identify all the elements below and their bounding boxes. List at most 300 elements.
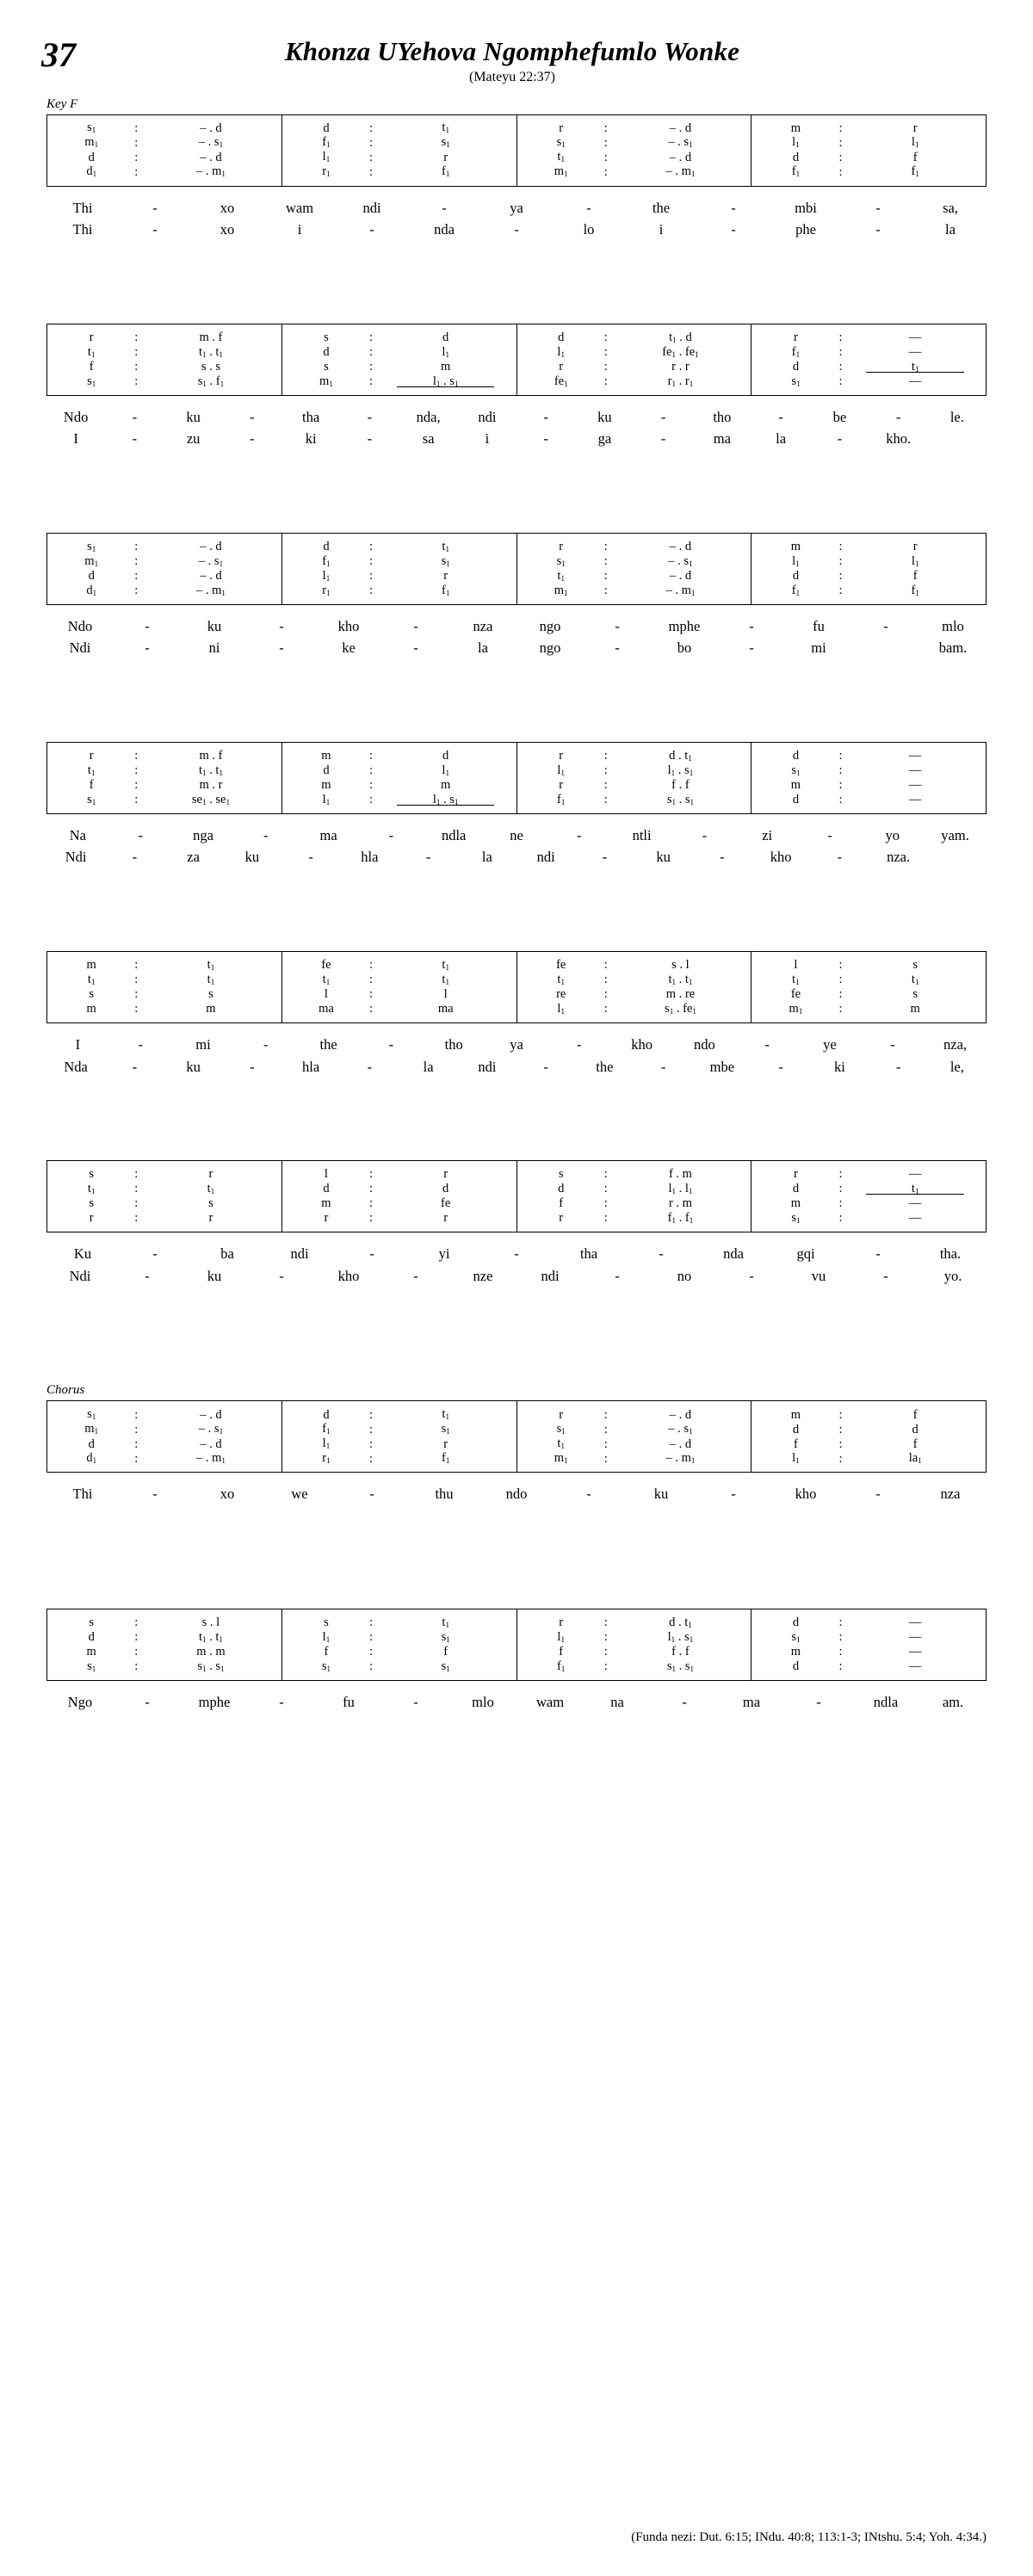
beat-separator: : <box>134 554 139 569</box>
staff <box>46 533 987 605</box>
voice-row <box>47 345 281 360</box>
lyric-syllable: ngo <box>539 617 561 634</box>
lyric-syllable: - <box>442 199 447 216</box>
note-cell: $s_1$ <box>87 120 96 135</box>
note-continuation-cell: d <box>912 1422 919 1436</box>
lyric-line <box>46 406 987 429</box>
beat-separator: : <box>134 1407 139 1422</box>
note-continuation-cell: m . m <box>196 1645 226 1659</box>
beat-separator: : <box>368 135 374 150</box>
note-cell: d <box>323 1407 330 1422</box>
note-continuation-cell: s <box>912 987 918 1002</box>
voice-row <box>517 1422 752 1436</box>
beat-separator: : <box>603 973 608 987</box>
lyric-syllable: kho <box>337 617 360 634</box>
beat-separator: : <box>134 973 139 987</box>
note-cell: $s_1$ <box>87 1659 96 1673</box>
lyric-syllable: Ku <box>73 1245 92 1263</box>
voice-row <box>282 1451 516 1466</box>
lyric-syllable: the <box>596 1058 614 1075</box>
beat-separator: : <box>838 763 843 778</box>
note-continuation-cell: $s_1$ <box>441 1629 450 1644</box>
beat-separator: : <box>134 374 139 388</box>
note-cell: $fe_1$ <box>554 374 568 388</box>
beat-separator: : <box>838 344 843 359</box>
voice-row <box>47 1615 281 1630</box>
lyric-syllable: ku <box>597 408 612 425</box>
section-label-chorus: Chorus <box>46 1383 85 1398</box>
page-header <box>0 0 1033 85</box>
note-continuation-cell: d . $t_1$ <box>669 1615 692 1629</box>
lyric-syllable: - <box>875 199 881 216</box>
note-continuation-cell: r <box>443 1167 448 1182</box>
lyric-syllable: ke <box>342 639 356 657</box>
staff <box>46 951 987 1023</box>
note-cell: ma <box>319 1002 334 1016</box>
note-continuation-cell: fe <box>441 1196 451 1211</box>
lyric-syllable: - <box>602 849 608 866</box>
lyric-syllable: Ndi <box>69 639 91 657</box>
lyric-syllable: la <box>945 221 956 238</box>
lyric-syllable: ma <box>319 826 337 843</box>
note-cell: d <box>323 120 330 135</box>
voice-row <box>47 584 281 598</box>
voice-row <box>752 345 986 360</box>
lyric-line <box>46 637 987 659</box>
beat-separator: : <box>368 330 374 344</box>
voice-row <box>752 1422 986 1436</box>
beat-separator: : <box>368 1196 374 1211</box>
lyric-syllable: the <box>652 199 671 216</box>
system-spacer <box>0 241 1033 324</box>
lyric-syllable: - <box>132 430 138 448</box>
note-continuation-cell: $l_1$ . $s_1$ <box>667 1629 694 1644</box>
voice-row <box>752 1615 986 1630</box>
note-cell: d <box>792 749 800 763</box>
lyrics-block <box>46 1034 987 1078</box>
beat-separator: : <box>368 150 374 164</box>
beat-separator: : <box>603 164 608 179</box>
beat-separator: : <box>134 778 139 793</box>
lyric-syllable: - <box>145 1267 150 1284</box>
lyric-syllable: mi <box>195 1036 211 1053</box>
note-cell: $l_1$ <box>322 150 331 164</box>
lyric-syllable: hla <box>302 1058 320 1075</box>
beat-separator: : <box>838 584 843 598</box>
voice-row <box>282 958 516 973</box>
note-cell: $m_1$ <box>554 1451 568 1466</box>
beat-separator: : <box>603 359 608 374</box>
lyric-syllable: nza <box>940 1486 961 1503</box>
lyric-syllable: ga <box>597 430 612 448</box>
note-continuation-cell: $s_1$ . $f_1$ <box>197 374 225 388</box>
lyric-syllable: yam. <box>941 826 969 843</box>
lyric-syllable: kho <box>631 1036 653 1053</box>
lyrics-block <box>46 1243 987 1287</box>
note-continuation-cell: m . f <box>199 749 223 763</box>
voice-row <box>47 763 281 778</box>
beat-separator: : <box>838 540 843 554</box>
note-cell: $s_1$ <box>556 135 566 150</box>
voice-row <box>752 540 986 554</box>
beat-separator: : <box>603 1407 608 1422</box>
voice-row <box>517 1436 752 1451</box>
voice-row <box>752 973 986 987</box>
staff <box>46 114 987 187</box>
beat-separator: : <box>838 569 843 584</box>
note-cell: d <box>558 330 565 344</box>
beat-separator: : <box>134 763 139 778</box>
note-continuation-cell: — <box>908 1615 922 1630</box>
lyric-syllable: - <box>250 430 255 448</box>
lyric-syllable: ku <box>207 617 222 634</box>
lyric-syllable: - <box>145 639 150 657</box>
note-continuation-cell: $t_1$ <box>911 972 919 987</box>
note-cell: m <box>321 1196 331 1211</box>
voice-row <box>517 778 752 793</box>
voice-row <box>752 1167 986 1182</box>
lyric-syllable: i <box>297 221 302 238</box>
note-continuation-cell: $f_1$ <box>442 164 450 179</box>
note-cell: s <box>89 1196 95 1211</box>
beat-separator: : <box>134 793 139 807</box>
voice-row <box>47 540 281 554</box>
lyric-syllable: - <box>413 639 418 657</box>
measure <box>752 1401 986 1472</box>
note-cell: $m_1$ <box>789 1001 803 1016</box>
beat-separator: : <box>838 164 843 179</box>
lyric-syllable: ku <box>186 408 201 425</box>
beat-separator: : <box>838 1422 843 1436</box>
note-continuation-cell: m <box>441 359 451 374</box>
voice-row <box>752 1645 986 1659</box>
beat-separator: : <box>838 987 843 1002</box>
beat-separator: : <box>134 1630 139 1645</box>
voice-row <box>517 165 752 180</box>
lyric-syllable: - <box>369 1486 374 1503</box>
note-continuation-cell: – . $s_1$ <box>668 135 693 150</box>
lyric-syllable: - <box>837 430 843 448</box>
lyric-syllable: ki <box>305 430 317 448</box>
note-continuation-cell: $t_1$ <box>442 1615 449 1629</box>
beat-separator: : <box>368 973 374 987</box>
lyric-syllable: - <box>367 1058 373 1075</box>
note-continuation-cell: m <box>441 778 451 793</box>
note-continuation-cell: r <box>443 569 448 584</box>
lyric-syllable: - <box>425 849 431 866</box>
voice-row <box>517 1407 752 1422</box>
page-title: Khonza UYehova Ngomphefumlo Wonke <box>284 36 740 66</box>
note-continuation-cell: $l_1$ <box>911 553 919 568</box>
lyric-syllable: - <box>682 1693 687 1710</box>
note-cell: $l_1$ <box>792 135 800 150</box>
beat-separator: : <box>838 1211 843 1226</box>
lyric-syllable: ku <box>244 849 260 866</box>
note-cell: $s_1$ <box>87 792 96 807</box>
footer-note: (Funda nezi: Dut. 6:15; INdu. 40:8; 113:1-3; INtshu. 5:4; Yoh. 4:34.) <box>631 2530 987 2544</box>
note-continuation-cell: $s_1$ <box>441 1659 450 1673</box>
voice-row <box>282 1615 516 1630</box>
lyric-syllable: - <box>883 617 888 634</box>
lyric-syllable: zu <box>186 430 201 448</box>
voice-row <box>517 1645 752 1659</box>
beat-separator: : <box>838 135 843 150</box>
lyric-syllable: - <box>837 849 843 866</box>
voice-row <box>517 1002 752 1016</box>
note-continuation-cell: f <box>443 1645 448 1659</box>
note-continuation-cell: r . r <box>671 359 690 374</box>
note-cell: $f_1$ <box>791 344 801 359</box>
voice-row <box>752 569 986 584</box>
note-cell: fe <box>790 987 801 1002</box>
note-cell: $r_1$ <box>322 1451 331 1466</box>
lyric-syllable: - <box>388 826 394 843</box>
note-continuation-cell: f <box>912 1407 918 1422</box>
note-continuation-cell: — <box>908 763 922 778</box>
lyric-syllable: - <box>586 199 591 216</box>
voice-row <box>282 584 516 598</box>
voice-row <box>47 1630 281 1645</box>
lyric-syllable: i <box>659 221 664 238</box>
note-cell: r <box>559 749 564 763</box>
measure <box>517 115 752 186</box>
note-cell: f <box>794 1436 798 1451</box>
note-cell: r <box>559 1615 564 1630</box>
voice-row <box>282 793 516 807</box>
beat-separator: : <box>603 1182 608 1196</box>
note-continuation-cell: — <box>908 1659 922 1674</box>
voice-row <box>517 958 752 973</box>
measure <box>47 952 282 1022</box>
note-continuation-cell: $t_1$ <box>850 361 986 374</box>
lyric-syllable: - <box>749 639 754 657</box>
note-continuation-cell: $t_1$ <box>442 120 449 135</box>
lyric-syllable: - <box>702 826 708 843</box>
beat-separator: : <box>368 540 374 554</box>
voice-row <box>47 1211 281 1226</box>
measure <box>282 743 517 813</box>
lyric-syllable: ndo <box>693 1036 715 1053</box>
note-cell: d <box>558 1182 565 1196</box>
lyric-syllable: - <box>369 221 374 238</box>
note-continuation-cell: s . l <box>671 958 690 973</box>
note-continuation-cell: $t_1$ <box>442 972 449 987</box>
lyric-line <box>46 197 987 219</box>
beat-separator: : <box>838 973 843 987</box>
measure <box>47 1609 282 1680</box>
voice-row <box>47 330 281 345</box>
lyric-syllable <box>852 637 919 659</box>
beat-separator: : <box>603 958 608 973</box>
voice-row <box>752 584 986 598</box>
lyric-line <box>46 846 987 868</box>
lyric-line <box>46 219 987 241</box>
voice-row <box>282 1211 516 1226</box>
measure <box>752 1609 986 1680</box>
voice-row <box>752 793 986 807</box>
beat-separator: : <box>134 987 139 1002</box>
lyric-syllable: - <box>367 408 373 425</box>
note-cell: f <box>89 359 94 374</box>
lyric-syllable: - <box>615 639 620 657</box>
lyric-syllable: lo <box>583 221 595 238</box>
lyric-syllable: - <box>152 1245 158 1263</box>
beat-separator: : <box>838 1659 843 1674</box>
note-continuation-cell: — <box>908 778 922 793</box>
measure <box>282 534 517 604</box>
key-signature-label: Key F <box>46 96 78 111</box>
lyric-syllable: vu <box>811 1267 826 1284</box>
beat-separator: : <box>368 1407 374 1422</box>
note-continuation-cell: – . d <box>669 120 692 135</box>
measure <box>282 1609 517 1680</box>
note-cell: $d_1$ <box>86 164 97 179</box>
lyric-syllable: - <box>279 1693 284 1710</box>
beat-separator: : <box>134 1436 139 1451</box>
note-cell: fe <box>321 958 331 973</box>
note-cell: d <box>792 1422 800 1436</box>
note-cell: $s_1$ <box>791 374 801 388</box>
voice-row <box>282 1645 516 1659</box>
beat-separator: : <box>134 1615 139 1630</box>
voice-row <box>517 345 752 360</box>
beat-separator: : <box>603 554 608 569</box>
lyric-syllable: - <box>543 1058 548 1075</box>
lyric-syllable: - <box>263 826 269 843</box>
note-continuation-cell: d <box>442 749 449 763</box>
lyric-syllable: - <box>263 1036 269 1053</box>
note-continuation-cell: – . d <box>200 1436 222 1451</box>
note-continuation-cell: $s_1$ <box>441 135 450 150</box>
note-cell: $s_1$ <box>791 1211 801 1226</box>
note-cell: m <box>790 778 801 793</box>
note-cell: $m_1$ <box>554 583 568 597</box>
voice-row <box>752 1659 986 1674</box>
lyric-line <box>46 428 987 450</box>
note-cell: $t_1$ <box>87 763 96 778</box>
beat-separator: : <box>368 374 374 388</box>
note-continuation-cell: $s_1$ . $s_1$ <box>197 1659 225 1673</box>
lyric-syllable: - <box>250 408 255 425</box>
lyric-syllable: kho <box>795 1486 817 1503</box>
note-cell: r <box>89 330 94 344</box>
lyric-syllable: - <box>890 1036 895 1053</box>
note-cell: $m_1$ <box>84 1422 99 1436</box>
note-cell: d <box>323 344 330 359</box>
note-continuation-cell: s . s <box>201 359 221 374</box>
note-cell: $f_1$ <box>791 164 801 179</box>
voice-row <box>47 151 281 165</box>
beat-separator: : <box>603 374 608 388</box>
beat-separator: : <box>368 164 374 179</box>
note-cell: $l_1$ <box>322 792 331 807</box>
voice-row <box>282 1422 516 1436</box>
note-continuation-cell: – . d <box>200 1407 222 1422</box>
note-continuation-cell: $t_1$ <box>207 1182 215 1196</box>
voice-row <box>752 763 986 778</box>
note-cell: d <box>792 1615 800 1630</box>
voice-row <box>282 1630 516 1645</box>
lyric-syllable: - <box>749 1267 754 1284</box>
beat-separator: : <box>603 763 608 778</box>
beat-separator: : <box>603 987 608 1002</box>
voice-row <box>47 973 281 987</box>
lyric-syllable: mi <box>811 639 826 657</box>
voice-row <box>517 1211 752 1226</box>
lyric-syllable: I <box>73 430 78 448</box>
beat-separator: : <box>603 1436 608 1451</box>
lyric-syllable: - <box>413 617 418 634</box>
music-system <box>46 742 987 814</box>
note-cell: $f_1$ <box>322 135 331 150</box>
staff <box>46 1609 987 1681</box>
lyric-syllable: tha <box>302 408 320 425</box>
measure <box>517 1161 752 1232</box>
note-cell: $s_1$ <box>87 1407 96 1422</box>
lyric-syllable: ma <box>742 1693 761 1710</box>
voice-row <box>47 1182 281 1196</box>
note-cell: $t_1$ <box>322 972 331 987</box>
lyric-syllable: la <box>776 430 787 448</box>
note-continuation-cell: — <box>908 749 922 763</box>
note-cell: $f_1$ <box>557 1659 566 1673</box>
lyric-syllable: tha <box>579 1245 598 1263</box>
lyric-syllable: - <box>514 221 519 238</box>
lyric-syllable: xo <box>220 1486 235 1503</box>
lyrics-block <box>46 1691 987 1714</box>
lyric-syllable: ndla <box>873 1693 899 1710</box>
lyric-syllable: bo <box>677 639 692 657</box>
lyric-syllable: ya <box>510 199 523 216</box>
voice-row <box>517 793 752 807</box>
note-continuation-cell: f <box>912 150 918 164</box>
note-cell: $l_1$ <box>792 1451 800 1466</box>
voice-row <box>47 165 281 180</box>
voice-row <box>752 330 986 345</box>
beat-separator: : <box>368 763 374 778</box>
lyric-syllable: - <box>827 826 832 843</box>
beat-separator: : <box>603 1167 608 1182</box>
beat-separator: : <box>603 135 608 150</box>
lyric-syllable: - <box>152 221 158 238</box>
lyric-syllable: xo <box>220 221 235 238</box>
lyric-syllable: - <box>586 1486 591 1503</box>
note-continuation-cell: s <box>208 1196 213 1211</box>
voice-row <box>517 136 752 151</box>
voice-row <box>282 1436 516 1451</box>
staff <box>46 1400 987 1473</box>
note-cell: fe <box>556 958 566 973</box>
lyric-syllable: mbi <box>795 199 817 216</box>
beat-separator: : <box>603 1659 608 1674</box>
note-continuation-cell: $s_1$ <box>441 1422 450 1436</box>
lyric-line <box>46 1056 987 1078</box>
note-cell: $r_1$ <box>322 164 331 179</box>
beat-separator: : <box>838 330 843 344</box>
beat-separator: : <box>603 793 608 807</box>
voice-row <box>752 121 986 136</box>
scripture-reference: (Mateyu 22:37) <box>469 69 555 84</box>
lyric-syllable: - <box>659 1245 664 1263</box>
note-cell: r <box>559 1211 564 1226</box>
note-continuation-cell: $se_1$ . $se_1$ <box>191 792 230 807</box>
lyric-syllable: - <box>615 617 620 634</box>
voice-row <box>282 987 516 1002</box>
lyric-syllable: xo <box>220 199 235 216</box>
beat-separator: : <box>134 1196 139 1211</box>
lyric-syllable: am. <box>942 1693 964 1710</box>
beat-separator: : <box>134 164 139 179</box>
